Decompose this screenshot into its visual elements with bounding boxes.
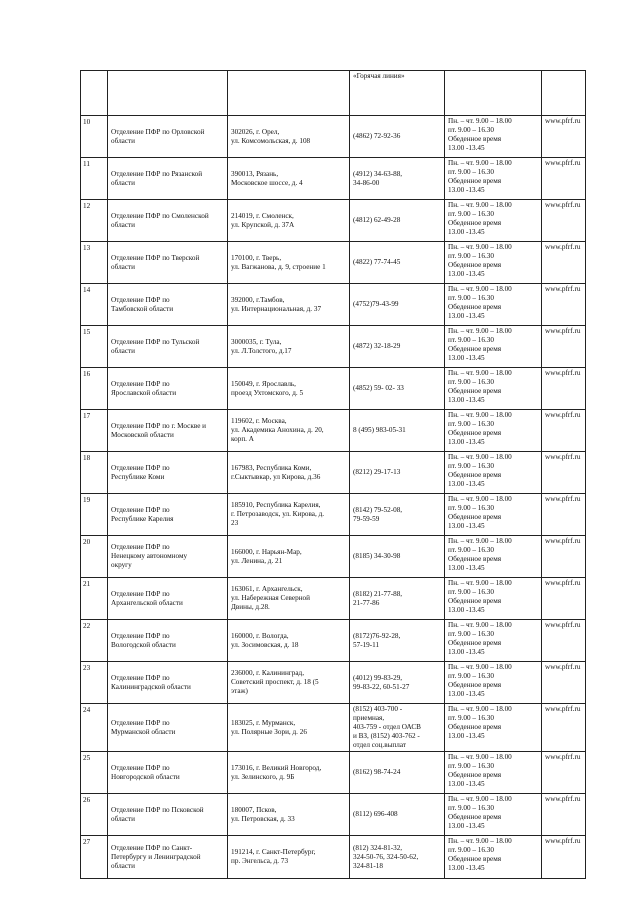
cell-number: [81, 494, 108, 536]
cell-website-text: www.pfrf.ru: [545, 243, 581, 251]
cell-address: [228, 158, 350, 200]
cell-phone: [350, 158, 445, 200]
cell-office-name-text: Отделение ПФР по Орловской области: [111, 127, 205, 145]
cell-address-text: 163061, г. Архангельск, ул. Набережная Северной Двины, д.28.: [231, 585, 310, 611]
cell-address: [228, 326, 350, 368]
cell-office-name: [108, 368, 228, 410]
table-row: [81, 794, 586, 836]
cell-office-name: [108, 836, 228, 879]
table-row: [81, 284, 586, 326]
cell-office-name-text: Отделение ПФР по Мурманской области: [111, 718, 176, 736]
cell-number-text: 12: [83, 202, 91, 210]
cell-schedule: [445, 452, 542, 494]
cell-schedule: [445, 752, 542, 794]
cell-address-text: 191214, г. Санкт-Петербург, пр. Энгельса, д. 73: [231, 848, 316, 865]
cell-website-text: www.pfrf.ru: [545, 453, 581, 461]
cell-website: [542, 452, 586, 494]
cell-schedule-text: Пн. – чт. 9.00 – 18.00 пт. 9.00 – 16.30 Обеденное время 13.00 -13.45: [448, 117, 512, 152]
cell-phone-text: (8212) 29-17-13: [353, 468, 401, 476]
cell-address-text: 180007, Псков, ул. Петровская, д. 33: [231, 805, 295, 823]
cell-phone-text: (4872) 32-18-29: [353, 342, 401, 350]
cell-website: [542, 836, 586, 879]
cell-phone: [350, 836, 445, 879]
table-row: [81, 158, 586, 200]
cell-website-text: www.pfrf.ru: [545, 663, 581, 671]
cell-website: [542, 200, 586, 242]
cell-website: [542, 71, 586, 116]
cell-address: [228, 794, 350, 836]
cell-number-text: 10: [83, 118, 91, 126]
cell-address: [228, 410, 350, 452]
cell-office-name: [108, 242, 228, 284]
cell-hotline: [350, 71, 445, 116]
cell-schedule-text: Пн. – чт. 9.00 – 18.00 пт. 9.00 – 16.30 Обеденное время 13.00 -13.45: [448, 159, 512, 194]
cell-schedule-text: Пн. – чт. 9.00 – 18.00 пт. 9.00 – 16.30 Обеденное время 13.00 -13.45: [448, 621, 512, 656]
cell-number: [81, 662, 108, 704]
cell-address: [228, 368, 350, 410]
pfr-offices-table: [80, 70, 586, 879]
cell-phone: [350, 242, 445, 284]
cell-schedule-text: Пн. – чт. 9.00 – 18.00 пт. 9.00 – 16.30 Обеденное время 13.00 -13.45: [448, 243, 512, 278]
cell-schedule: [445, 200, 542, 242]
cell-number: [81, 836, 108, 879]
cell-address: [228, 536, 350, 578]
cell-name: [108, 71, 228, 116]
cell-address-text: 150049, г. Ярославль, проезд Ухтомского, д. 5: [231, 379, 304, 397]
cell-address-text: 167983, Республика Коми, г.Сыктывкар, ул Кирова, д.36: [231, 463, 321, 481]
cell-website: [542, 620, 586, 662]
cell-phone-text: (8185) 34-30-98: [353, 552, 401, 560]
table-row: [81, 704, 586, 752]
cell-schedule: [445, 704, 542, 752]
cell-number-text: 20: [83, 538, 91, 546]
cell-phone-text: (4852) 59- 02- 33: [353, 384, 404, 392]
cell-address-text: 214019, г. Смоленск, ул. Крупской, д. 37А: [231, 211, 295, 229]
table-body: [81, 71, 586, 879]
cell-office-name-text: Отделение ПФР по Тверской области: [111, 253, 200, 271]
cell-website: [542, 794, 586, 836]
cell-number: [81, 368, 108, 410]
cell-office-name-text: Отделение ПФР по Республике Коми: [111, 463, 170, 481]
cell-address-text: 390013, Рязань, Московское шоссе, д. 4: [231, 169, 303, 187]
cell-office-name: [108, 494, 228, 536]
cell-number: [81, 158, 108, 200]
cell-address: [228, 494, 350, 536]
cell-number-text: 24: [83, 706, 91, 714]
cell-phone-text: (4752)79-43-99: [353, 300, 399, 308]
hotline-label: «Горячая линия»: [353, 72, 405, 80]
cell-schedule-text: Пн. – чт. 9.00 – 18.00 пт. 9.00 – 16.30 Обеденное время 13.00 -13.45: [448, 579, 512, 614]
cell-number-text: 16: [83, 370, 91, 378]
cell-phone: [350, 704, 445, 752]
cell-address-text: 160000, г. Вологда, ул. Зосимовская, д. 18: [231, 631, 299, 649]
cell-phone-text: (812) 324-81-32, 324-50-76, 324-50-62, 324-81-18: [353, 843, 419, 870]
cell-number: [81, 410, 108, 452]
cell-phone: [350, 620, 445, 662]
cell-website-text: www.pfrf.ru: [545, 579, 581, 587]
cell-address: [228, 452, 350, 494]
cell-address: [228, 704, 350, 752]
cell-phone: [350, 662, 445, 704]
cell-address: [228, 242, 350, 284]
cell-address-text: 3000035, г. Тула, ул. Л.Толстого, д.17: [231, 337, 292, 355]
cell-number-text: 15: [83, 328, 91, 336]
cell-office-name-text: Отделение ПФР по Смоленской области: [111, 211, 209, 229]
cell-address-text: 166000, г. Нарьян-Мар, ул. Ленина, д. 21: [231, 547, 302, 565]
cell-address: [228, 752, 350, 794]
cell-office-name: [108, 200, 228, 242]
cell-address-text: 183025, г. Мурманск, ул. Полярные Зори, д. 26: [231, 718, 307, 736]
cell-schedule: [445, 836, 542, 879]
cell-schedule-text: Пн. – чт. 9.00 – 18.00 пт. 9.00 – 16.30 Обеденное время 13.00 -13.45: [448, 327, 512, 362]
cell-address-text: 185910, Республика Карелия, г. Петрозаводск, ул. Кирова, д. 23: [231, 501, 325, 527]
cell-schedule: [445, 620, 542, 662]
cell-address: [228, 200, 350, 242]
cell-office-name-text: Отделение ПФР по Тамбовской области: [111, 295, 174, 313]
table-row: [81, 620, 586, 662]
cell-schedule: [445, 494, 542, 536]
cell-website: [542, 284, 586, 326]
table-row: [81, 752, 586, 794]
cell-phone: [350, 452, 445, 494]
cell-number: [81, 752, 108, 794]
cell-phone-text: (4912) 34-63-88, 34-86-00: [353, 169, 403, 187]
cell-phone-text: (8162) 98-74-24: [353, 768, 401, 776]
cell-number: [81, 794, 108, 836]
cell-phone-text: (8112) 696-408: [353, 810, 398, 818]
cell-schedule-text: Пн. – чт. 9.00 – 18.00 пт. 9.00 – 16.30 Обеденное время 13.00 -13.45: [448, 369, 512, 404]
cell-number-text: 25: [83, 754, 91, 762]
cell-phone: [350, 794, 445, 836]
cell-website: [542, 326, 586, 368]
cell-schedule: [445, 158, 542, 200]
cell-phone: [350, 326, 445, 368]
cell-phone: [350, 116, 445, 158]
cell-website-text: www.pfrf.ru: [545, 621, 581, 629]
cell-address-text: 302026, г. Орел, ул. Комсомольская, д. 108: [231, 127, 311, 145]
cell-number: [81, 620, 108, 662]
cell-office-name-text: Отделение ПФР по Санкт- Петербургу и Ленинградской области: [111, 843, 201, 870]
cell-website: [542, 158, 586, 200]
cell-number: [81, 704, 108, 752]
cell-phone-text: (8142) 79-52-08, 79-59-59: [353, 505, 403, 523]
cell-office-name-text: Отделение ПФР по Ненецкому автономному округу: [111, 543, 188, 569]
cell-schedule-text: Пн. – чт. 9.00 – 18.00 пт. 9.00 – 16.30 Обеденное время 13.00 -13.45: [448, 663, 512, 698]
cell-phone: [350, 284, 445, 326]
cell-website: [542, 494, 586, 536]
cell-schedule-text: Пн. – чт. 9.00 – 18.00 пт. 9.00 – 16.30 Обеденное время 13.00 -13.45: [448, 495, 512, 530]
cell-schedule: [445, 116, 542, 158]
cell-address: [228, 116, 350, 158]
cell-number-text: 27: [83, 838, 91, 846]
cell-website: [542, 368, 586, 410]
cell-address: [228, 836, 350, 879]
cell-schedule: [445, 410, 542, 452]
cell-phone: [350, 494, 445, 536]
cell-office-name: [108, 158, 228, 200]
table-row-continued: [81, 71, 586, 116]
cell-website: [542, 536, 586, 578]
cell-number-text: 21: [83, 580, 91, 588]
cell-office-name: [108, 704, 228, 752]
cell-address: [228, 620, 350, 662]
cell-address-text: 392000, г.Тамбов, ул. Интернациональная, д. 37: [231, 295, 322, 313]
cell-number: [81, 284, 108, 326]
table-row: [81, 578, 586, 620]
cell-office-name: [108, 752, 228, 794]
table-row: [81, 662, 586, 704]
cell-schedule-text: Пн. – чт. 9.00 – 18.00 пт. 9.00 – 16.30 Обеденное время 13.00 -13.45: [448, 705, 512, 740]
table-row: [81, 452, 586, 494]
table-row: [81, 536, 586, 578]
cell-office-name: [108, 410, 228, 452]
cell-number: [81, 200, 108, 242]
cell-schedule: [445, 536, 542, 578]
cell-office-name-text: Отделение ПФР по Республике Карелия: [111, 505, 174, 523]
cell-website: [542, 242, 586, 284]
cell-office-name: [108, 326, 228, 368]
cell-number-text: 11: [83, 160, 90, 168]
cell-phone-text: (8182) 21-77-88, 21-77-86: [353, 589, 403, 607]
cell-website-text: www.pfrf.ru: [545, 327, 581, 335]
cell-office-name: [108, 284, 228, 326]
cell-schedule-text: Пн. – чт. 9.00 – 18.00 пт. 9.00 – 16.30 Обеденное время 13.00 -13.45: [448, 795, 512, 830]
cell-office-name: [108, 536, 228, 578]
cell-schedule-text: Пн. – чт. 9.00 – 18.00 пт. 9.00 – 16.30 Обеденное время 13.00 -13.45: [448, 411, 512, 446]
cell-schedule-text: Пн. – чт. 9.00 – 18.00 пт. 9.00 – 16.30 Обеденное время 13.00 -13.45: [448, 201, 512, 236]
table-row: [81, 116, 586, 158]
cell-address-text: 119602, г. Москва, ул. Академика Анохина, д. 20, корп. А: [231, 417, 324, 443]
cell-phone: [350, 410, 445, 452]
cell-website-text: www.pfrf.ru: [545, 117, 581, 125]
cell-website-text: www.pfrf.ru: [545, 285, 581, 293]
cell-number-text: 22: [83, 622, 91, 630]
cell-phone: [350, 200, 445, 242]
cell-website-text: www.pfrf.ru: [545, 411, 581, 419]
cell-number: [81, 242, 108, 284]
cell-phone-text: 8 (495) 983-05-31: [353, 426, 406, 434]
cell-schedule: [445, 662, 542, 704]
cell-phone: [350, 368, 445, 410]
cell-website: [542, 704, 586, 752]
cell-schedule: [445, 326, 542, 368]
cell-website-text: www.pfrf.ru: [545, 837, 581, 845]
cell-schedule: [445, 242, 542, 284]
cell-address-text: 236000, г. Калининград, Советский проспект, д. 18 (5 этаж): [231, 669, 319, 695]
cell-address: [228, 284, 350, 326]
cell-schedule: [445, 284, 542, 326]
cell-schedule-text: Пн. – чт. 9.00 – 18.00 пт. 9.00 – 16.30 Обеденное время 13.00 -13.45: [448, 453, 512, 488]
cell-website-text: www.pfrf.ru: [545, 201, 581, 209]
cell-number-text: 26: [83, 796, 91, 804]
cell-website-text: www.pfrf.ru: [545, 159, 581, 167]
cell-schedule-text: Пн. – чт. 9.00 – 18.00 пт. 9.00 – 16.30 Обеденное время 13.00 -13.45: [448, 537, 512, 572]
cell-phone: [350, 578, 445, 620]
cell-phone-text: (4862) 72-92-36: [353, 132, 401, 140]
table-row: [81, 200, 586, 242]
cell-number-text: 14: [83, 286, 91, 294]
cell-number: [81, 578, 108, 620]
cell-schedule: [445, 794, 542, 836]
cell-website-text: www.pfrf.ru: [545, 705, 581, 713]
cell-number-text: 18: [83, 454, 91, 462]
table-row: [81, 410, 586, 452]
cell-number: [81, 452, 108, 494]
cell-office-name-text: Отделение ПФР по г. Москве и Московской области: [111, 421, 207, 439]
cell-website: [542, 752, 586, 794]
cell-phone-text: (4012) 99-83-29, 99-83-22, 60-51-27: [353, 673, 410, 691]
cell-website: [542, 116, 586, 158]
cell-num: [81, 71, 108, 116]
cell-office-name-text: Отделение ПФР по Новгородской области: [111, 763, 180, 781]
cell-schedule: [445, 368, 542, 410]
cell-office-name-text: Отделение ПФР по Вологодской области: [111, 631, 176, 649]
table-row: [81, 242, 586, 284]
table-row: [81, 836, 586, 879]
cell-website: [542, 662, 586, 704]
cell-number-text: 19: [83, 496, 91, 504]
cell-number-text: 17: [83, 412, 91, 420]
cell-website: [542, 410, 586, 452]
cell-office-name: [108, 452, 228, 494]
cell-office-name: [108, 116, 228, 158]
cell-office-name: [108, 578, 228, 620]
cell-address-text: 173016, г. Великий Новгород, ул. Зелинского, д. 9Б: [231, 763, 322, 781]
cell-office-name: [108, 662, 228, 704]
cell-phone-text: (8172)76-92-28, 57-19-11: [353, 631, 401, 649]
cell-number: [81, 536, 108, 578]
cell-office-name-text: Отделение ПФР по Рязанской области: [111, 169, 203, 187]
cell-address: [228, 662, 350, 704]
cell-office-name-text: Отделение ПФР по Псковской области: [111, 805, 204, 823]
cell-office-name: [108, 620, 228, 662]
cell-office-name-text: Отделение ПФР по Архангельской области: [111, 589, 183, 607]
cell-number-text: 23: [83, 664, 91, 672]
cell-number-text: 13: [83, 244, 91, 252]
cell-website-text: www.pfrf.ru: [545, 495, 581, 503]
cell-website-text: www.pfrf.ru: [545, 537, 581, 545]
cell-schedule: [445, 71, 542, 116]
cell-phone-text: (8152) 403-700 - приемная, 403-759 - отдел ОАСВ и ВЗ, (8152) 403-762 - отдел соц.выплат: [353, 705, 421, 749]
table-row: [81, 368, 586, 410]
cell-schedule-text: Пн. – чт. 9.00 – 18.00 пт. 9.00 – 16.30 Обеденное время 13.00 -13.45: [448, 837, 512, 872]
cell-website-text: www.pfrf.ru: [545, 753, 581, 761]
table-row: [81, 494, 586, 536]
cell-schedule-text: Пн. – чт. 9.00 – 18.00 пт. 9.00 – 16.30 Обеденное время 13.00 -13.45: [448, 753, 512, 788]
cell-website: [542, 578, 586, 620]
table-row: [81, 326, 586, 368]
cell-address: [228, 578, 350, 620]
cell-office-name-text: Отделение ПФР по Калининградской области: [111, 673, 191, 691]
cell-phone: [350, 536, 445, 578]
cell-website-text: www.pfrf.ru: [545, 795, 581, 803]
cell-website-text: www.pfrf.ru: [545, 369, 581, 377]
cell-phone-text: (4812) 62-49-28: [353, 216, 401, 224]
cell-phone-text: (4822) 77-74-45: [353, 258, 401, 266]
cell-schedule-text: Пн. – чт. 9.00 – 18.00 пт. 9.00 – 16.30 Обеденное время 13.00 -13.45: [448, 285, 512, 320]
cell-number: [81, 116, 108, 158]
cell-office-name: [108, 794, 228, 836]
cell-address: [228, 71, 350, 116]
cell-phone: [350, 752, 445, 794]
cell-office-name-text: Отделение ПФР по Ярославской области: [111, 379, 177, 397]
cell-address-text: 170100, г. Тверь, ул. Вагжанова, д. 9, строение 1: [231, 253, 326, 271]
cell-number: [81, 326, 108, 368]
cell-schedule: [445, 578, 542, 620]
cell-office-name-text: Отделение ПФР по Тульской области: [111, 337, 200, 355]
